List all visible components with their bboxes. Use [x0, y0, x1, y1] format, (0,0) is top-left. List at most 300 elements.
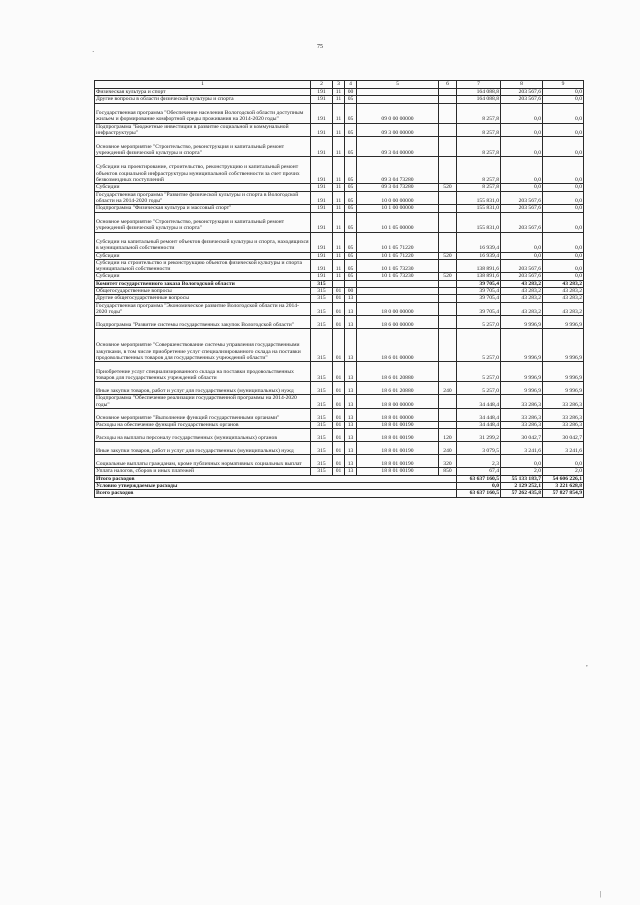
subsection-code: 13 [345, 455, 357, 468]
section-code: 11 [333, 252, 345, 259]
expense-type-code [439, 96, 457, 103]
target-article-code: 18 0 00 00000 [357, 302, 439, 316]
row-name: Другие общегосударственные вопросы [95, 295, 311, 302]
target-article-code: 18 8 01 00000 [357, 408, 439, 421]
row-name: Социальные выплаты гражданам, кроме публичных нормативных социальных выплат [95, 455, 311, 468]
table-row [95, 362, 584, 382]
row-name: Общегосударственные вопросы [95, 288, 311, 295]
ministry-code: 191 [311, 89, 333, 96]
amount-col7: 138 891,6 [457, 273, 501, 280]
column-header: 6 [439, 81, 457, 89]
table-row [95, 103, 584, 123]
section-code: 01 [333, 316, 345, 329]
subsection-code: 05 [345, 103, 357, 123]
amount-col9: 0,0 [543, 205, 584, 212]
target-article-code: 18 8 01 00190 [357, 421, 439, 428]
amount-col8: 33 286,3 [501, 408, 543, 421]
table-row [95, 316, 584, 329]
target-article-code: 18 8 01 00190 [357, 442, 439, 455]
section-code: 01 [333, 295, 345, 302]
section-code: 01 [333, 408, 345, 421]
section-code: 11 [333, 259, 345, 273]
amount-col8: 203 567,6 [501, 205, 543, 212]
amount-col9: 3 241,6 [543, 442, 584, 455]
ministry-code: 315 [311, 302, 333, 316]
ministry-code: 315 [311, 362, 333, 382]
amount-col7: 164 088,8 [457, 89, 501, 96]
ministry-code: 191 [311, 137, 333, 157]
amount-col9: 43 283,2 [543, 295, 584, 302]
row-name: Государственная программа "Экономическое развитие Вологодской области на 2014-2020 годы" [95, 302, 311, 316]
target-article-code: 09 3 04 00000 [357, 137, 439, 157]
section-code: 11 [333, 212, 345, 232]
table-row [95, 429, 584, 442]
subsection-code: 13 [345, 316, 357, 329]
expense-type-code [439, 137, 457, 157]
amount-col9: 43 283,2 [543, 288, 584, 295]
row-name: Основное мероприятие "Строительство, реконструкция и капитальный ремонт учреждений физической культуры и спорта" [95, 212, 311, 232]
amount-col7: 39 705,4 [457, 280, 501, 287]
total-col7: 0,0 [457, 482, 501, 489]
total-col7: 63 637 160,5 [457, 475, 501, 482]
amount-col7: 5 257,0 [457, 382, 501, 395]
subsection-code: 13 [345, 302, 357, 316]
row-name: Основное мероприятие "Строительство, реконструкция и капитальный ремонт учреждений физической культуры и спорта" [95, 137, 311, 157]
row-name: Субсидии на капитальный ремонт объектов физической культуры и спорта, находящихся в муниципальной собственности [95, 232, 311, 252]
section-code: 11 [333, 96, 345, 103]
amount-col9: 2,0 [543, 468, 584, 475]
row-name: Государственная программа "Развитие физической культуры и спорта в Вологодской области на 2014-2020 годы" [95, 191, 311, 205]
row-name: Комитет государственного заказа Вологодской области [95, 280, 311, 287]
subsection-code: 13 [345, 408, 357, 421]
table-row [95, 96, 584, 103]
section-code: 01 [333, 362, 345, 382]
target-article-code: 18 6 00 00000 [357, 316, 439, 329]
section-code: 01 [333, 429, 345, 442]
amount-col7: 34 448,4 [457, 395, 501, 409]
amount-col9: 30 042,7 [543, 429, 584, 442]
target-article-code [357, 89, 439, 96]
table-row [95, 137, 584, 157]
expense-type-code [439, 212, 457, 232]
subsection-code: 05 [345, 137, 357, 157]
ministry-code: 191 [311, 273, 333, 280]
amount-col7: 8 257,8 [457, 123, 501, 137]
subsection-code: 13 [345, 429, 357, 442]
expense-type-code [439, 103, 457, 123]
subsection-code: 05 [345, 184, 357, 191]
ministry-code: 315 [311, 455, 333, 468]
ministry-code: 191 [311, 212, 333, 232]
table-row [95, 191, 584, 205]
section-code: 01 [333, 455, 345, 468]
ministry-code: 315 [311, 429, 333, 442]
expense-type-code: 320 [439, 455, 457, 468]
target-article-code: 09 3 00 00000 [357, 123, 439, 137]
subsection-code: 05 [345, 252, 357, 259]
table-row [95, 421, 584, 428]
row-name: Расходы на выплаты персоналу государственных (муниципальных) органов [95, 429, 311, 442]
table-row [95, 273, 584, 280]
table-row [95, 455, 584, 468]
row-name: Уплата налогов, сборов и иных платежей [95, 468, 311, 475]
expense-type-code [439, 421, 457, 428]
amount-col8: 203 567,6 [501, 191, 543, 205]
ministry-code: 191 [311, 184, 333, 191]
row-name: Основное мероприятие "Совершенствование системы управления государственными закупками, в том числе приобретение услуг специализированного склада на поставки продовольственных товаров для государственных учреждений области" [95, 329, 311, 362]
column-header: 8 [501, 81, 543, 89]
section-code: 11 [333, 273, 345, 280]
expense-type-code: 850 [439, 468, 457, 475]
target-article-code: 18 8 01 00190 [357, 429, 439, 442]
amount-col7: 16 939,4 [457, 252, 501, 259]
expense-type-code: 520 [439, 184, 457, 191]
row-name: Подпрограмма "Физическая культура и массовый спорт" [95, 205, 311, 212]
total-col9: 3 221 628,8 [543, 482, 584, 489]
subsection-code: 00 [345, 89, 357, 96]
amount-col9: 33 286,3 [543, 421, 584, 428]
amount-col8: 43 283,2 [501, 288, 543, 295]
expense-type-code: 240 [439, 382, 457, 395]
section-code: 11 [333, 89, 345, 96]
subsection-code: 13 [345, 382, 357, 395]
amount-col8: 43 283,2 [501, 295, 543, 302]
expense-type-code [439, 89, 457, 96]
row-name: Субсидии [95, 273, 311, 280]
row-name: Субсидии [95, 252, 311, 259]
expense-type-code [439, 295, 457, 302]
section-code: 01 [333, 421, 345, 428]
amount-col8: 0,0 [501, 137, 543, 157]
scan-mark: · [92, 48, 95, 56]
page-number: 75 [317, 44, 323, 50]
amount-col7: 16 939,4 [457, 232, 501, 252]
section-code: 01 [333, 288, 345, 295]
amount-col7: 5 257,0 [457, 362, 501, 382]
expense-type-code [439, 395, 457, 409]
row-name: Подпрограмма "Бюджетные инвестиции в развитие социальной и коммунальной инфраструктуры" [95, 123, 311, 137]
expense-type-code [439, 288, 457, 295]
column-header: 4 [345, 81, 357, 89]
table-header-row [95, 81, 584, 89]
row-name: Основное мероприятие "Выполнение функций государственными органами" [95, 408, 311, 421]
amount-col8: 2,0 [501, 468, 543, 475]
subsection-code: 13 [345, 295, 357, 302]
amount-col9: 43 283,2 [543, 302, 584, 316]
table-body [95, 81, 584, 498]
amount-col8: 0,0 [501, 455, 543, 468]
row-name: Иные закупки товаров, работ и услуг для государственных (муниципальных) нужд [95, 382, 311, 395]
expense-type-code [439, 259, 457, 273]
ministry-code: 315 [311, 280, 333, 287]
amount-col7: 39 705,4 [457, 288, 501, 295]
amount-col8: 0,0 [501, 184, 543, 191]
row-name: Субсидии на проектирование, строительство, реконструкцию и капитальный ремонт объектов социальной инфраструктуры муниципальной собственности за счет прочих безвозмездных поступлений [95, 157, 311, 184]
row-name: Подпрограмма "Развитие системы государственных закупок Вологодской области" [95, 316, 311, 329]
amount-col7: 5 257,0 [457, 329, 501, 362]
table-row [95, 395, 584, 409]
ministry-code: 191 [311, 252, 333, 259]
amount-col7: 155 831,0 [457, 191, 501, 205]
amount-col8: 3 241,6 [501, 442, 543, 455]
ministry-code: 315 [311, 421, 333, 428]
amount-col9: 9 996,9 [543, 316, 584, 329]
table-row [95, 184, 584, 191]
amount-col8: 30 042,7 [501, 429, 543, 442]
target-article-code: 18 6 01 00000 [357, 329, 439, 362]
table-row [95, 212, 584, 232]
target-article-code [357, 288, 439, 295]
total-label: Условно утверждаемые расходы [95, 482, 457, 489]
ministry-code: 191 [311, 191, 333, 205]
section-code: 11 [333, 137, 345, 157]
target-article-code: 09 3 04 73280 [357, 157, 439, 184]
column-header: 7 [457, 81, 501, 89]
amount-col8: 43 283,2 [501, 302, 543, 316]
row-name: Субсидии на строительство и реконструкцию объектов физической культуры и спорта муниципальной собственности [95, 259, 311, 273]
amount-col9: 0,0 [543, 455, 584, 468]
table-row [95, 408, 584, 421]
amount-col7: 138 891,6 [457, 259, 501, 273]
amount-col8: 0,0 [501, 252, 543, 259]
target-article-code [357, 295, 439, 302]
ministry-code: 315 [311, 288, 333, 295]
row-name: Иные закупки товаров, работ и услуг для государственных (муниципальных) нужд [95, 442, 311, 455]
amount-col9: 0,0 [543, 137, 584, 157]
target-article-code [357, 96, 439, 103]
amount-col7: 155 831,0 [457, 212, 501, 232]
subsection-code: 05 [345, 205, 357, 212]
amount-col7: 67,4 [457, 468, 501, 475]
amount-col7: 3 079,5 [457, 442, 501, 455]
amount-col8: 203 567,6 [501, 96, 543, 103]
amount-col9: 9 996,9 [543, 362, 584, 382]
subsection-code: 05 [345, 123, 357, 137]
subsection-code: 13 [345, 442, 357, 455]
ministry-code: 191 [311, 103, 333, 123]
section-code: 11 [333, 205, 345, 212]
table-row [95, 259, 584, 273]
amount-col7: 164 088,8 [457, 96, 501, 103]
subsection-code: 05 [345, 232, 357, 252]
amount-col9: 0,0 [543, 103, 584, 123]
ministry-code: 191 [311, 157, 333, 184]
expense-type-code [439, 191, 457, 205]
expense-type-code: 520 [439, 273, 457, 280]
total-row [95, 490, 584, 497]
table-row [95, 89, 584, 96]
amount-col8: 9 996,9 [501, 329, 543, 362]
table-row [95, 232, 584, 252]
amount-col9: 43 283,2 [543, 280, 584, 287]
expense-type-code [439, 329, 457, 362]
target-article-code: 09 0 00 00000 [357, 103, 439, 123]
amount-col8: 33 286,3 [501, 421, 543, 428]
column-header: 5 [357, 81, 439, 89]
table-row [95, 123, 584, 137]
expense-type-code: 240 [439, 442, 457, 455]
target-article-code: 10 1 05 73230 [357, 259, 439, 273]
total-col7: 63 637 160,5 [457, 490, 501, 497]
subsection-code: 13 [345, 395, 357, 409]
ministry-code: 191 [311, 96, 333, 103]
section-code: 11 [333, 232, 345, 252]
target-article-code: 10 1 00 00000 [357, 205, 439, 212]
table-row [95, 252, 584, 259]
section-code: 01 [333, 329, 345, 362]
amount-col9: 0,0 [543, 212, 584, 232]
subsection-code: 13 [345, 421, 357, 428]
expense-type-code [439, 123, 457, 137]
column-header: 9 [543, 81, 584, 89]
amount-col8: 43 283,2 [501, 280, 543, 287]
amount-col8: 203 567,6 [501, 273, 543, 280]
amount-col7: 39 705,4 [457, 302, 501, 316]
amount-col7: 5 257,0 [457, 316, 501, 329]
subsection-code: 13 [345, 329, 357, 362]
amount-col9: 0,0 [543, 232, 584, 252]
target-article-code [357, 280, 439, 287]
amount-col8: 9 996,9 [501, 316, 543, 329]
column-header: 2 [311, 81, 333, 89]
ministry-code: 315 [311, 329, 333, 362]
row-name: Подпрограмма "Обеспечение реализации государственной программы на 2014-2020 годы" [95, 395, 311, 409]
amount-col8: 203 567,6 [501, 259, 543, 273]
amount-col7: 8 257,8 [457, 137, 501, 157]
total-col8: 2 129 252,1 [501, 482, 543, 489]
expense-type-code [439, 232, 457, 252]
ministry-code: 191 [311, 205, 333, 212]
target-article-code: 18 8 01 00190 [357, 468, 439, 475]
amount-col7: 155 831,0 [457, 205, 501, 212]
table-row [95, 468, 584, 475]
target-article-code: 18 8 00 00000 [357, 395, 439, 409]
section-code: 01 [333, 468, 345, 475]
subsection-code: 05 [345, 157, 357, 184]
section-code: 11 [333, 184, 345, 191]
ministry-code: 315 [311, 295, 333, 302]
target-article-code: 18 8 01 00190 [357, 455, 439, 468]
total-label: Всего расходов [95, 490, 457, 497]
amount-col7: 2,3 [457, 455, 501, 468]
subsection-code: 05 [345, 96, 357, 103]
amount-col9: 0,0 [543, 191, 584, 205]
subsection-code: 05 [345, 273, 357, 280]
target-article-code: 10 1 05 73230 [357, 273, 439, 280]
scan-mark: | [600, 890, 602, 898]
section-code: 11 [333, 191, 345, 205]
section-code: 11 [333, 123, 345, 137]
subsection-code: 13 [345, 362, 357, 382]
amount-col8: 0,0 [501, 123, 543, 137]
target-article-code: 10 1 05 00000 [357, 212, 439, 232]
total-row [95, 482, 584, 489]
amount-col8: 0,0 [501, 157, 543, 184]
target-article-code: 10 0 00 00000 [357, 191, 439, 205]
column-header: 1 [95, 81, 311, 89]
amount-col8: 9 996,9 [501, 382, 543, 395]
table-row [95, 157, 584, 184]
row-name: Субсидии [95, 184, 311, 191]
column-header: 3 [333, 81, 345, 89]
total-col8: 55 133 183,7 [501, 475, 543, 482]
amount-col9: 33 286,3 [543, 408, 584, 421]
expense-type-code [439, 157, 457, 184]
table-row [95, 329, 584, 362]
total-label: Итого расходов [95, 475, 457, 482]
amount-col9: 0,0 [543, 259, 584, 273]
expense-type-code [439, 280, 457, 287]
target-article-code: 18 6 01 20880 [357, 362, 439, 382]
section-code: 01 [333, 302, 345, 316]
amount-col9: 0,0 [543, 123, 584, 137]
ministry-code: 191 [311, 123, 333, 137]
section-code: 11 [333, 103, 345, 123]
target-article-code: 18 6 01 20880 [357, 382, 439, 395]
target-article-code: 10 1 05 71220 [357, 232, 439, 252]
subsection-code: 05 [345, 259, 357, 273]
row-name: Расходы на обеспечение функций государственных органов [95, 421, 311, 428]
amount-col7: 8 257,8 [457, 184, 501, 191]
table-row [95, 382, 584, 395]
ministry-code: 191 [311, 232, 333, 252]
subsection-code: 05 [345, 191, 357, 205]
row-name: Другие вопросы в области физической культуры и спорта [95, 96, 311, 103]
amount-col8: 9 996,9 [501, 362, 543, 382]
amount-col8: 0,0 [501, 232, 543, 252]
target-article-code: 09 3 04 73280 [357, 184, 439, 191]
expense-type-code [439, 408, 457, 421]
subsection-code: 00 [345, 288, 357, 295]
expense-type-code [439, 362, 457, 382]
subsection-code: 05 [345, 212, 357, 232]
total-col9: 54 606 226,1 [543, 475, 584, 482]
ministry-code: 315 [311, 316, 333, 329]
total-col9: 57 827 854,9 [543, 490, 584, 497]
target-article-code: 10 1 05 71220 [357, 252, 439, 259]
section-code: 01 [333, 395, 345, 409]
table-row [95, 295, 584, 302]
ministry-code: 315 [311, 442, 333, 455]
amount-col7: 8 257,8 [457, 157, 501, 184]
amount-col9: 0,0 [543, 89, 584, 96]
row-name: Приобретение услуг специализированного склада на поставки продовольственных товаров для государственных учреждений области [95, 362, 311, 382]
amount-col8: 203 567,6 [501, 212, 543, 232]
amount-col7: 39 705,4 [457, 295, 501, 302]
table-row [95, 442, 584, 455]
ministry-code: 315 [311, 395, 333, 409]
amount-col9: 0,0 [543, 273, 584, 280]
total-col8: 57 262 435,8 [501, 490, 543, 497]
scan-mark: , [586, 660, 588, 668]
expense-type-code [439, 316, 457, 329]
expense-type-code: 120 [439, 429, 457, 442]
amount-col7: 34 448,4 [457, 421, 501, 428]
expense-type-code: 520 [439, 252, 457, 259]
amount-col7: 8 257,8 [457, 103, 501, 123]
amount-col9: 0,0 [543, 96, 584, 103]
subsection-code [345, 280, 357, 287]
amount-col9: 0,0 [543, 184, 584, 191]
expense-type-code [439, 205, 457, 212]
section-code: 01 [333, 442, 345, 455]
table-row [95, 302, 584, 316]
table-row [95, 280, 584, 287]
amount-col8: 0,0 [501, 103, 543, 123]
row-name: Физическая культура и спорт [95, 89, 311, 96]
amount-col9: 0,0 [543, 252, 584, 259]
budget-table [94, 80, 584, 498]
